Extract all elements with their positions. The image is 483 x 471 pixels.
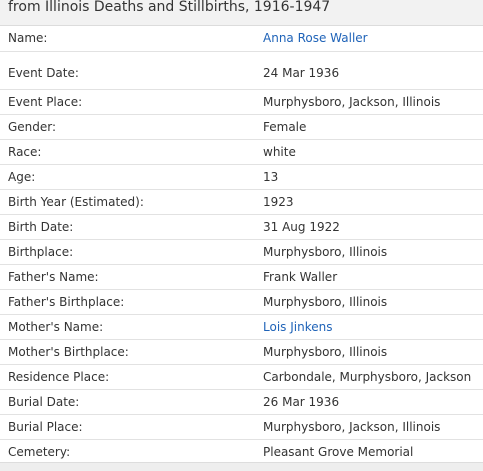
table-row <box>0 439 483 464</box>
burial-date-value: 26 Mar 1936 <box>263 394 340 409</box>
fathers-name-value: Frank Waller <box>263 269 338 284</box>
table-row <box>0 239 483 264</box>
collection-title: from Illinois Deaths and Stillbirths, 1916-1947 <box>8 0 331 15</box>
age-label: Age: <box>8 169 36 184</box>
collection-title-bar <box>0 0 483 26</box>
table-row <box>0 164 483 189</box>
burial-place-label: Burial Place: <box>8 419 83 434</box>
gender-label: Gender: <box>8 119 57 134</box>
race-value: white <box>263 144 296 159</box>
table-row <box>0 314 483 339</box>
residence-place-label: Residence Place: <box>8 369 110 384</box>
mothers-birthplace-label: Mother's Birthplace: <box>8 344 129 359</box>
table-row <box>0 339 483 364</box>
residence-place-value: Carbondale, Murphysboro, Jackson <box>263 369 472 384</box>
fathers-name-label: Father's Name: <box>8 269 99 284</box>
name-label: Name: <box>8 31 48 46</box>
event-place-value: Murphysboro, Jackson, Illinois <box>263 94 441 109</box>
age-value: 13 <box>263 169 279 184</box>
table-row <box>0 51 483 89</box>
table-row <box>0 364 483 389</box>
fathers-birthplace-label: Father's Birthplace: <box>8 294 125 309</box>
gender-value: Female <box>263 119 307 134</box>
table-row <box>0 214 483 239</box>
birth-year-value: 1923 <box>263 194 294 209</box>
birth-date-label: Birth Date: <box>8 219 74 234</box>
table-row <box>0 264 483 289</box>
birthplace-label: Birthplace: <box>8 244 74 259</box>
table-row <box>0 114 483 139</box>
event-date-value: 24 Mar 1936 <box>263 65 340 80</box>
table-row <box>0 289 483 314</box>
record-details-table <box>0 26 483 465</box>
fathers-birthplace-value: Murphysboro, Illinois <box>263 294 388 309</box>
event-place-label: Event Place: <box>8 94 83 109</box>
cemetery-label: Cemetery: <box>8 444 71 459</box>
table-row <box>0 139 483 164</box>
birth-year-label: Birth Year (Estimated): <box>8 194 144 209</box>
table-row <box>0 26 483 51</box>
table-row <box>0 189 483 214</box>
mothers-name-label: Mother's Name: <box>8 319 104 334</box>
burial-date-label: Burial Date: <box>8 394 80 409</box>
birthplace-value: Murphysboro, Illinois <box>263 244 388 259</box>
event-date-label: Event Date: <box>8 65 79 80</box>
birth-date-value: 31 Aug 1922 <box>263 219 340 234</box>
mothers-name-link[interactable]: Lois Jinkens <box>263 319 333 334</box>
race-label: Race: <box>8 144 42 159</box>
table-row <box>0 414 483 439</box>
table-row <box>0 89 483 114</box>
mothers-birthplace-value: Murphysboro, Illinois <box>263 344 388 359</box>
burial-place-value: Murphysboro, Jackson, Illinois <box>263 419 441 434</box>
name-link[interactable]: Anna Rose Waller <box>263 31 368 46</box>
cemetery-value: Pleasant Grove Memorial <box>263 444 414 459</box>
table-row <box>0 389 483 414</box>
